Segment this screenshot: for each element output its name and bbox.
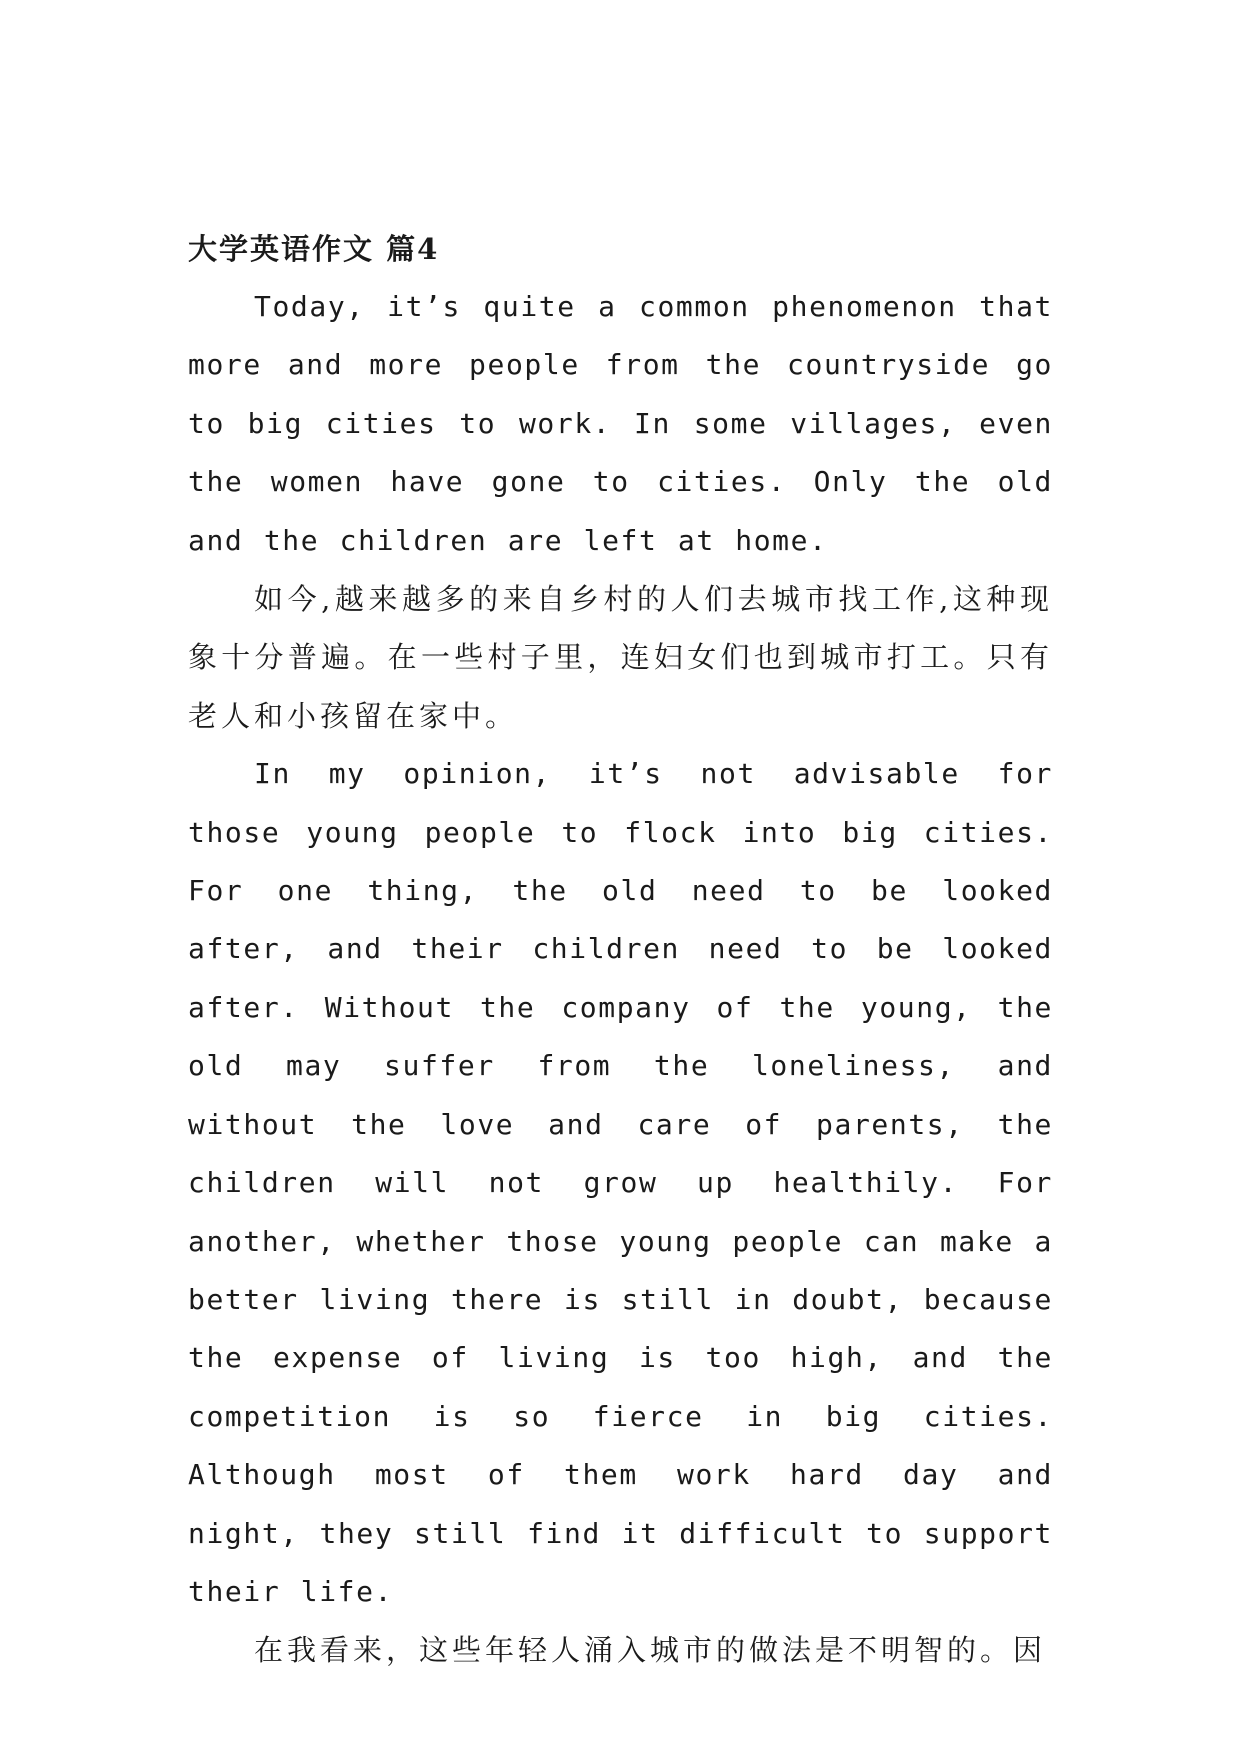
document-page bbox=[188, 220, 1053, 1680]
document-title: 大学英语作文 篇4 bbox=[188, 232, 440, 266]
paragraph-english-intro: Today, it’s quite a common phenomenon that more and more people from the countryside go to big cities to work. In some villages, even the women have gone to cities. Only the old and the children are left at home. bbox=[188, 290, 1053, 557]
paragraph-chinese-intro: 如今,越来越多的来自乡村的人们去城市找工作,这种现象十分普遍。在一些村子里，连妇女们也到城市打工。只有老人和小孩留在家中。 bbox=[188, 582, 1053, 733]
paragraph-chinese-opinion: 在我看来，这些年轻人涌入城市的做法是不明智的。因 bbox=[254, 1633, 1047, 1668]
paragraph-english-opinion: In my opinion, it’s not advisable for those young people to flock into big cities. For one thing, the old need to be looked after, and their children need to be looked after. Without the company of the young, the old may suffer from the loneliness, and without the love and care of parents, the children will not grow up healthily. For another, whether those young people can make a better living there is still in doubt, because the expense of living is too high, and the competition is so fierce in big cities. Although most of them work hard day and night, they still find it difficult to support their life. bbox=[188, 757, 1053, 1608]
